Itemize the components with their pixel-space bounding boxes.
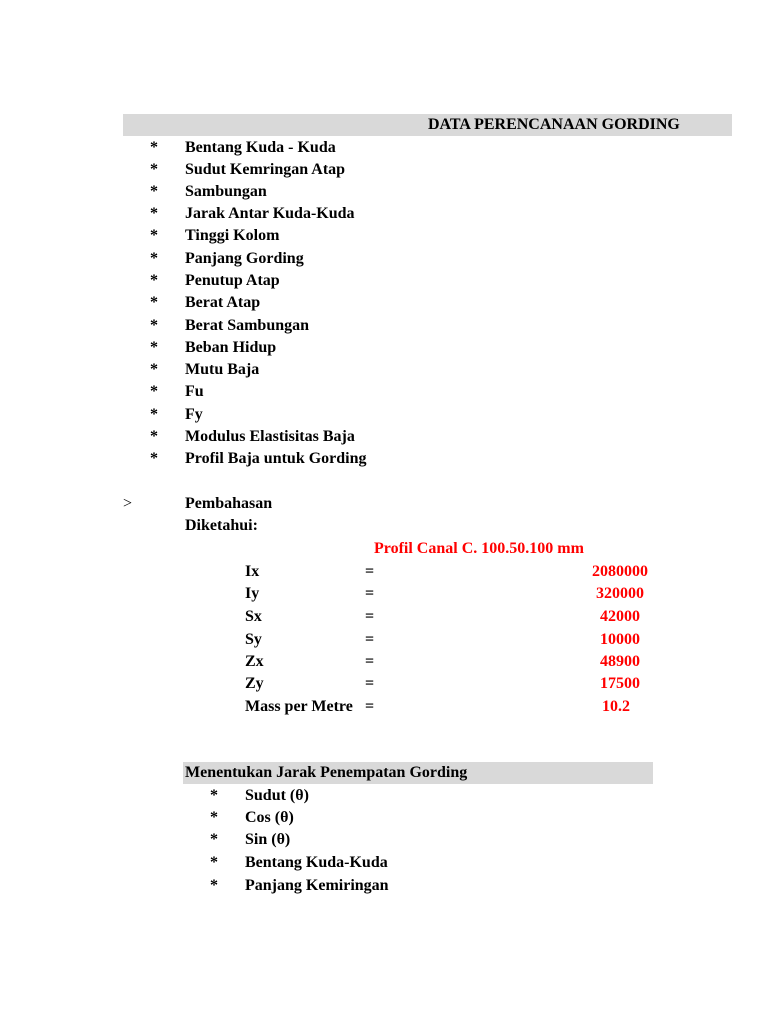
list-bullet: * [150, 250, 158, 267]
list-item: Profil Baja untuk Gording [185, 450, 367, 467]
property-label: Zy [245, 675, 264, 692]
list-item: Cos (θ) [245, 809, 294, 826]
equals-sign: = [365, 563, 375, 580]
list-bullet: * [150, 272, 158, 289]
list-item: Tinggi Kolom [185, 227, 280, 244]
property-label: Iy [245, 585, 260, 602]
section-heading: Menentukan Jarak Penempatan Gording [185, 764, 468, 781]
list-bullet: * [210, 787, 218, 804]
list-item: Sambungan [185, 183, 267, 200]
list-item: Sudut Kemringan Atap [185, 161, 346, 178]
list-bullet: * [150, 294, 158, 311]
list-item: Fy [185, 406, 203, 423]
list-bullet: * [150, 339, 158, 356]
sheet-title: DATA PERENCANAAN GORDING [428, 116, 680, 133]
property-label: Mass per Metre [245, 698, 353, 715]
list-item: Modulus Elastisitas Baja [185, 428, 355, 445]
list-item: Penutup Atap [185, 272, 280, 289]
equals-sign: = [365, 608, 375, 625]
list-bullet: * [210, 877, 218, 894]
equals-sign: = [365, 698, 375, 715]
list-item: Panjang Kemiringan [245, 877, 389, 894]
list-bullet: * [150, 383, 158, 400]
list-bullet: * [150, 161, 158, 178]
list-item: Fu [185, 383, 204, 400]
list-bullet: * [150, 450, 158, 467]
list-bullet: * [150, 317, 158, 334]
list-bullet: * [150, 428, 158, 445]
property-value: 48900 [600, 653, 640, 670]
list-item: Bentang Kuda-Kuda [245, 854, 388, 871]
given-label: Diketahui: [185, 517, 258, 534]
property-value: 320000 [596, 585, 644, 602]
list-bullet: * [150, 205, 158, 222]
property-value: 17500 [600, 675, 640, 692]
list-item: Sudut (θ) [245, 787, 309, 804]
list-item: Panjang Gording [185, 250, 304, 267]
equals-sign: = [365, 675, 375, 692]
property-label: Ix [245, 563, 260, 580]
property-value: 10.2 [602, 698, 630, 715]
list-item: Mutu Baja [185, 361, 260, 378]
list-bullet: * [150, 183, 158, 200]
profile-name: Profil Canal C. 100.50.100 mm [374, 540, 584, 557]
equals-sign: = [365, 631, 375, 648]
list-bullet: * [150, 139, 158, 156]
property-value: 2080000 [592, 563, 648, 580]
list-item: Sin (θ) [245, 831, 291, 848]
property-value: 10000 [600, 631, 640, 648]
list-item: Bentang Kuda - Kuda [185, 139, 336, 156]
discussion-heading: Pembahasan [185, 495, 273, 512]
property-label: Sx [245, 608, 262, 625]
list-item: Berat Atap [185, 294, 261, 311]
list-item: Berat Sambungan [185, 317, 310, 334]
list-bullet: * [150, 227, 158, 244]
equals-sign: = [365, 653, 375, 670]
list-bullet: * [150, 406, 158, 423]
discussion-marker: > [123, 495, 133, 512]
list-bullet: * [210, 809, 218, 826]
list-bullet: * [150, 361, 158, 378]
list-bullet: * [210, 854, 218, 871]
list-bullet: * [210, 831, 218, 848]
list-item: Beban Hidup [185, 339, 277, 356]
property-value: 42000 [600, 608, 640, 625]
list-item: Jarak Antar Kuda-Kuda [185, 205, 355, 222]
equals-sign: = [365, 585, 375, 602]
property-label: Zx [245, 653, 264, 670]
property-label: Sy [245, 631, 262, 648]
